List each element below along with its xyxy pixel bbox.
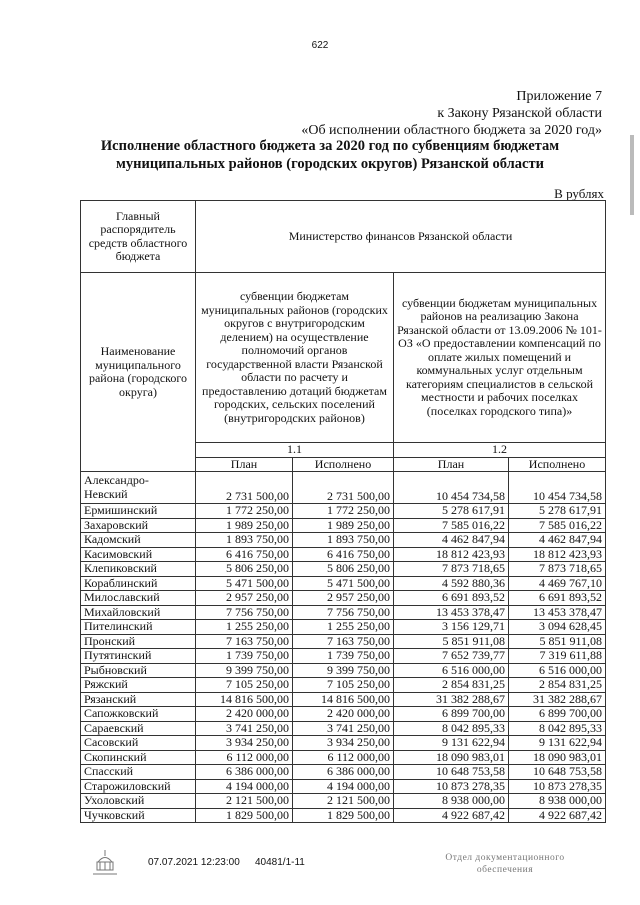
col-plan-2: План xyxy=(394,457,509,472)
district-name: Александро-Невский xyxy=(81,472,196,504)
plan-1: 2 957 250,00 xyxy=(196,591,293,606)
district-name: Сапожковский xyxy=(81,707,196,722)
plan-1: 1 829 500,00 xyxy=(196,808,293,823)
col-done-1: Исполнено xyxy=(293,457,394,472)
table-row xyxy=(81,692,606,707)
header-name-label: Наименование муниципального района (городского округа) xyxy=(81,273,196,472)
table-row xyxy=(81,576,606,591)
table-row xyxy=(81,779,606,794)
district-name: Спасский xyxy=(81,765,196,780)
title-line: Исполнение областного бюджета за 2020 год по субвенциям бюджетам xyxy=(100,138,560,154)
plan-1: 6 386 000,00 xyxy=(196,765,293,780)
done-1: 1 893 750,00 xyxy=(293,533,394,548)
done-2: 8 042 895,33 xyxy=(509,721,606,736)
district-name: Рязанский xyxy=(81,692,196,707)
plan-2: 10 873 278,35 xyxy=(394,779,509,794)
table-row xyxy=(81,707,606,722)
table-row xyxy=(81,533,606,548)
plan-2: 5 851 911,08 xyxy=(394,634,509,649)
done-1: 1 989 250,00 xyxy=(293,518,394,533)
done-1: 6 112 000,00 xyxy=(293,750,394,765)
table-row xyxy=(81,649,606,664)
plan-2: 31 382 288,67 xyxy=(394,692,509,707)
district-name: Пронский xyxy=(81,634,196,649)
table-row xyxy=(81,562,606,577)
plan-1: 14 816 500,00 xyxy=(196,692,293,707)
plan-1: 3 934 250,00 xyxy=(196,736,293,751)
done-1: 5 806 250,00 xyxy=(293,562,394,577)
done-1: 6 416 750,00 xyxy=(293,547,394,562)
done-2: 3 094 628,45 xyxy=(509,620,606,635)
district-name: Пителинский xyxy=(81,620,196,635)
plan-1: 2 420 000,00 xyxy=(196,707,293,722)
district-name: Захаровский xyxy=(81,518,196,533)
done-2: 7 873 718,65 xyxy=(509,562,606,577)
plan-2: 7 873 718,65 xyxy=(394,562,509,577)
plan-1: 4 194 000,00 xyxy=(196,779,293,794)
footer-department-stamp: Отдел документационного обеспечения xyxy=(445,853,565,875)
plan-2: 8 938 000,00 xyxy=(394,794,509,809)
district-name: Сасовский xyxy=(81,736,196,751)
done-1: 2 957 250,00 xyxy=(293,591,394,606)
plan-2: 9 131 622,94 xyxy=(394,736,509,751)
plan-1: 3 741 250,00 xyxy=(196,721,293,736)
plan-1: 6 112 000,00 xyxy=(196,750,293,765)
done-1: 4 194 000,00 xyxy=(293,779,394,794)
plan-1: 2 121 500,00 xyxy=(196,794,293,809)
done-1: 6 386 000,00 xyxy=(293,765,394,780)
col-done-2: Исполнено xyxy=(509,457,606,472)
plan-2: 18 812 423,93 xyxy=(394,547,509,562)
plan-1: 1 989 250,00 xyxy=(196,518,293,533)
section1-title: субвенции бюджетам муниципальных районов (городских округов с внутригородским делением) на осуществление полномочий органов государственной власти Рязанской области по расчету и предоставлению дотаций бюджетам городских, сельских поселений (внутригородских районов) xyxy=(196,273,394,443)
table-row xyxy=(81,794,606,809)
section2-code: 1.2 xyxy=(394,443,606,458)
plan-2: 13 453 378,47 xyxy=(394,605,509,620)
done-1: 7 105 250,00 xyxy=(293,678,394,693)
district-name: Клепиковский xyxy=(81,562,196,577)
plan-1: 7 105 250,00 xyxy=(196,678,293,693)
units-label: В рублях xyxy=(554,186,604,201)
plan-2: 8 042 895,33 xyxy=(394,721,509,736)
plan-2: 2 854 831,25 xyxy=(394,678,509,693)
page-number: 622 xyxy=(311,40,329,51)
done-2: 6 516 000,00 xyxy=(509,663,606,678)
table-row xyxy=(81,736,606,751)
done-1: 1 739 750,00 xyxy=(293,649,394,664)
table-row xyxy=(81,591,606,606)
done-2: 2 854 831,25 xyxy=(509,678,606,693)
done-1: 2 420 000,00 xyxy=(293,707,394,722)
district-name: Михайловский xyxy=(81,605,196,620)
done-1: 7 163 750,00 xyxy=(293,634,394,649)
done-2: 13 453 378,47 xyxy=(509,605,606,620)
plan-2: 4 462 847,94 xyxy=(394,533,509,548)
done-2: 7 585 016,22 xyxy=(509,518,606,533)
document-title xyxy=(60,137,600,173)
district-name: Рыбновский xyxy=(81,663,196,678)
done-2: 7 319 611,88 xyxy=(509,649,606,664)
done-2: 18 812 423,93 xyxy=(509,547,606,562)
table-row xyxy=(81,620,606,635)
district-name: Ермишинский xyxy=(81,504,196,519)
plan-2: 4 592 880,36 xyxy=(394,576,509,591)
done-1: 5 471 500,00 xyxy=(293,576,394,591)
done-2: 18 090 983,01 xyxy=(509,750,606,765)
district-name: Сараевский xyxy=(81,721,196,736)
plan-2: 6 691 893,52 xyxy=(394,591,509,606)
done-2: 6 691 893,52 xyxy=(509,591,606,606)
appendix-line: к Закону Рязанской области xyxy=(437,106,602,121)
plan-2: 4 922 687,42 xyxy=(394,808,509,823)
table-row xyxy=(81,634,606,649)
district-name: Скопинский xyxy=(81,750,196,765)
plan-1: 1 893 750,00 xyxy=(196,533,293,548)
plan-2: 7 585 016,22 xyxy=(394,518,509,533)
plan-2: 10 648 753,58 xyxy=(394,765,509,780)
col-plan-1: План xyxy=(196,457,293,472)
done-2: 10 454 734,58 xyxy=(509,472,606,504)
table-row xyxy=(81,765,606,780)
plan-2: 10 454 734,58 xyxy=(394,472,509,504)
district-name: Кораблинский xyxy=(81,576,196,591)
done-1: 3 741 250,00 xyxy=(293,721,394,736)
plan-2: 3 156 129,71 xyxy=(394,620,509,635)
plan-1: 1 739 750,00 xyxy=(196,649,293,664)
done-2: 4 922 687,42 xyxy=(509,808,606,823)
done-2: 4 462 847,94 xyxy=(509,533,606,548)
duma-logo-icon xyxy=(90,848,120,878)
plan-2: 18 090 983,01 xyxy=(394,750,509,765)
done-1: 1 255 250,00 xyxy=(293,620,394,635)
footer-doc-number: 40481/1-11 xyxy=(255,857,305,868)
plan-1: 9 399 750,00 xyxy=(196,663,293,678)
plan-1: 6 416 750,00 xyxy=(196,547,293,562)
done-1: 1 772 250,00 xyxy=(293,504,394,519)
done-1: 3 934 250,00 xyxy=(293,736,394,751)
done-2: 10 648 753,58 xyxy=(509,765,606,780)
district-name: Старожиловский xyxy=(81,779,196,794)
footer-datetime: 07.07.2021 12:23:00 xyxy=(148,857,240,868)
done-1: 9 399 750,00 xyxy=(293,663,394,678)
done-1: 2 731 500,00 xyxy=(293,472,394,504)
appendix-line: Приложение 7 xyxy=(516,89,602,104)
header-admin-label: Главный распорядитель средств областного бюджета xyxy=(81,201,196,273)
plan-1: 7 756 750,00 xyxy=(196,605,293,620)
table-row xyxy=(81,721,606,736)
plan-2: 7 652 739,77 xyxy=(394,649,509,664)
done-2: 4 469 767,10 xyxy=(509,576,606,591)
done-1: 1 829 500,00 xyxy=(293,808,394,823)
table-row xyxy=(81,750,606,765)
district-name: Ряжский xyxy=(81,678,196,693)
done-2: 10 873 278,35 xyxy=(509,779,606,794)
district-name: Милославский xyxy=(81,591,196,606)
plan-2: 6 516 000,00 xyxy=(394,663,509,678)
subvention-table xyxy=(80,200,606,823)
table-row xyxy=(81,504,606,519)
header-admin-value: Министерство финансов Рязанской области xyxy=(196,201,606,273)
table-row xyxy=(81,547,606,562)
plan-1: 5 806 250,00 xyxy=(196,562,293,577)
district-name: Чучковский xyxy=(81,808,196,823)
done-2: 5 278 617,91 xyxy=(509,504,606,519)
table-row xyxy=(81,472,606,504)
table-row xyxy=(81,808,606,823)
title-line: муниципальных районов (городских округов) Рязанской области xyxy=(116,156,544,172)
district-name: Кадомский xyxy=(81,533,196,548)
table-row xyxy=(81,518,606,533)
done-1: 2 121 500,00 xyxy=(293,794,394,809)
done-2: 31 382 288,67 xyxy=(509,692,606,707)
district-name: Путятинский xyxy=(81,649,196,664)
table-row xyxy=(81,678,606,693)
section1-code: 1.1 xyxy=(196,443,394,458)
done-2: 5 851 911,08 xyxy=(509,634,606,649)
plan-2: 6 899 700,00 xyxy=(394,707,509,722)
done-2: 8 938 000,00 xyxy=(509,794,606,809)
appendix-line: «Об исполнении областного бюджета за 2020 год» xyxy=(301,123,602,138)
plan-1: 2 731 500,00 xyxy=(196,472,293,504)
plan-1: 7 163 750,00 xyxy=(196,634,293,649)
plan-2: 5 278 617,91 xyxy=(394,504,509,519)
done-1: 7 756 750,00 xyxy=(293,605,394,620)
plan-1: 5 471 500,00 xyxy=(196,576,293,591)
appendix-heading xyxy=(301,88,602,139)
scan-margin-mark xyxy=(628,135,636,215)
done-2: 6 899 700,00 xyxy=(509,707,606,722)
plan-1: 1 772 250,00 xyxy=(196,504,293,519)
done-1: 14 816 500,00 xyxy=(293,692,394,707)
done-2: 9 131 622,94 xyxy=(509,736,606,751)
plan-1: 1 255 250,00 xyxy=(196,620,293,635)
district-name: Касимовский xyxy=(81,547,196,562)
section2-title: субвенции бюджетам муниципальных районов на реализацию Закона Рязанской области от 13.09.2006 № 101-ОЗ «О предоставлении компенсаций по оплате жилых помещений и коммунальных услуг отдельным категориям специалистов в сельской местности и рабочих поселках (поселках городского типа)» xyxy=(394,273,606,443)
district-name: Ухоловский xyxy=(81,794,196,809)
table-row xyxy=(81,605,606,620)
table-row xyxy=(81,663,606,678)
